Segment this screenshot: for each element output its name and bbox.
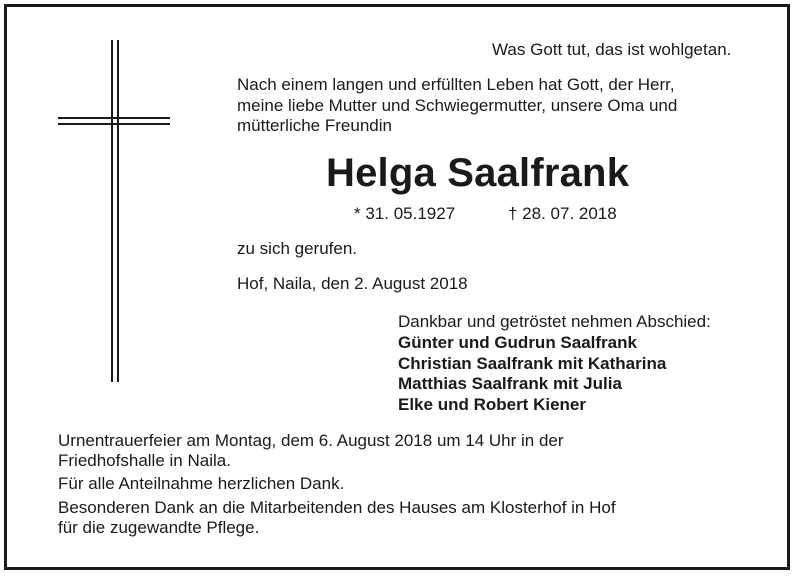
funeral-info: Friedhofshalle in Naila. xyxy=(58,451,231,470)
intro-line: meine liebe Mutter und Schwiegermutter, unsere Oma und xyxy=(237,96,678,115)
death-date: † 28. 07. 2018 xyxy=(508,204,617,223)
mourner-name: Matthias Saalfrank mit Julia xyxy=(398,374,622,393)
intro-line: Nach einem langen und erfüllten Leben hat Gott, der Herr, xyxy=(237,75,675,94)
thanks-text: Für alle Anteilnahme herzlichen Dank. xyxy=(58,474,345,493)
special-thanks-text: für die zugewandte Pflege. xyxy=(58,518,260,537)
mourner-name: Günter und Gudrun Saalfrank xyxy=(398,333,637,352)
mourners-heading: Dankbar und getröstet nehmen Abschied: xyxy=(398,312,711,331)
place-date: Hof, Naila, den 2. August 2018 xyxy=(237,274,468,293)
special-thanks-text: Besonderen Dank an die Mitarbeitenden des Hauses am Klosterhof in Hof xyxy=(58,498,616,517)
mourner-name: Christian Saalfrank mit Katharina xyxy=(398,354,667,373)
funeral-info: Urnentrauerfeier am Montag, dem 6. August 2018 um 14 Uhr in der xyxy=(58,431,564,450)
deceased-name: Helga Saalfrank xyxy=(326,151,630,195)
intro-line: mütterliche Freundin xyxy=(237,116,392,135)
motto: Was Gott tut, das ist wohlgetan. xyxy=(492,40,732,59)
mourner-name: Elke und Robert Kiener xyxy=(398,395,586,414)
called-home-text: zu sich gerufen. xyxy=(237,239,358,258)
birth-date: * 31. 05.1927 xyxy=(354,204,456,223)
